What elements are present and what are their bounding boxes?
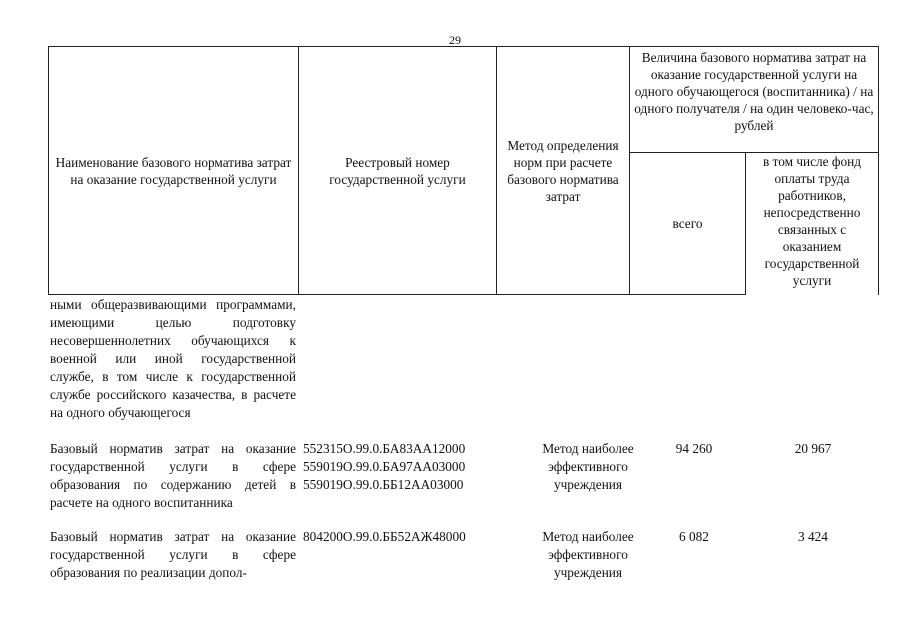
page-number: 29 [449, 33, 461, 47]
registry-number: 559019О.99.0.ББ12АА03000 [303, 477, 464, 492]
row-name: ными общеразвивающими программами, имеющими целью подготовку несовершеннолетних обучающихся к военной или иной государственной службе, в том числе к государственной службе российского казачества, в расчете на одного обучающегося [50, 297, 296, 420]
row-total: 94 260 [675, 441, 713, 456]
row-total: 6 082 [679, 529, 709, 544]
header-name: Наименование базового норматива затрат на оказание государственной услуги [49, 47, 299, 295]
table-header [48, 46, 879, 295]
row-method: Метод наиболее эффективного учреждения [542, 441, 634, 492]
row-registry [303, 528, 498, 546]
registry-number: 804200О.99.0.ББ52АЖ48000 [303, 529, 466, 544]
row-name: Базовый норматив затрат на оказание государственной услуги в сфере образования по содержанию детей в расчете на одного воспитанника [50, 441, 296, 510]
header-wage: в том числе фонд оплаты труда работников, непосредственно связанных с оказанием государственной услуги [746, 153, 879, 295]
header-registry: Реестровый номер государственной услуги [299, 47, 497, 295]
registry-number: 559019О.99.0.БА97АА03000 [303, 459, 466, 474]
row-registry [303, 440, 498, 494]
header-total: всего [630, 153, 746, 295]
row-wage: 20 967 [794, 441, 832, 456]
row-method: Метод наиболее эффективного учреждения [542, 529, 634, 580]
row-name: Базовый норматив затрат на оказание государственной услуги в сфере образования по реализации допол- [50, 529, 296, 580]
header-method: Метод определения норм при расчете базового норматива затрат [497, 47, 630, 295]
header-value-group: Величина базового норматива затрат на оказание государственной услуги на одного обучающегося (воспитанника) / на одного получателя / на один человеко-час, рублей [630, 47, 879, 153]
registry-number: 552315О.99.0.БА83АА12000 [303, 441, 466, 456]
row-wage: 3 424 [798, 529, 828, 544]
